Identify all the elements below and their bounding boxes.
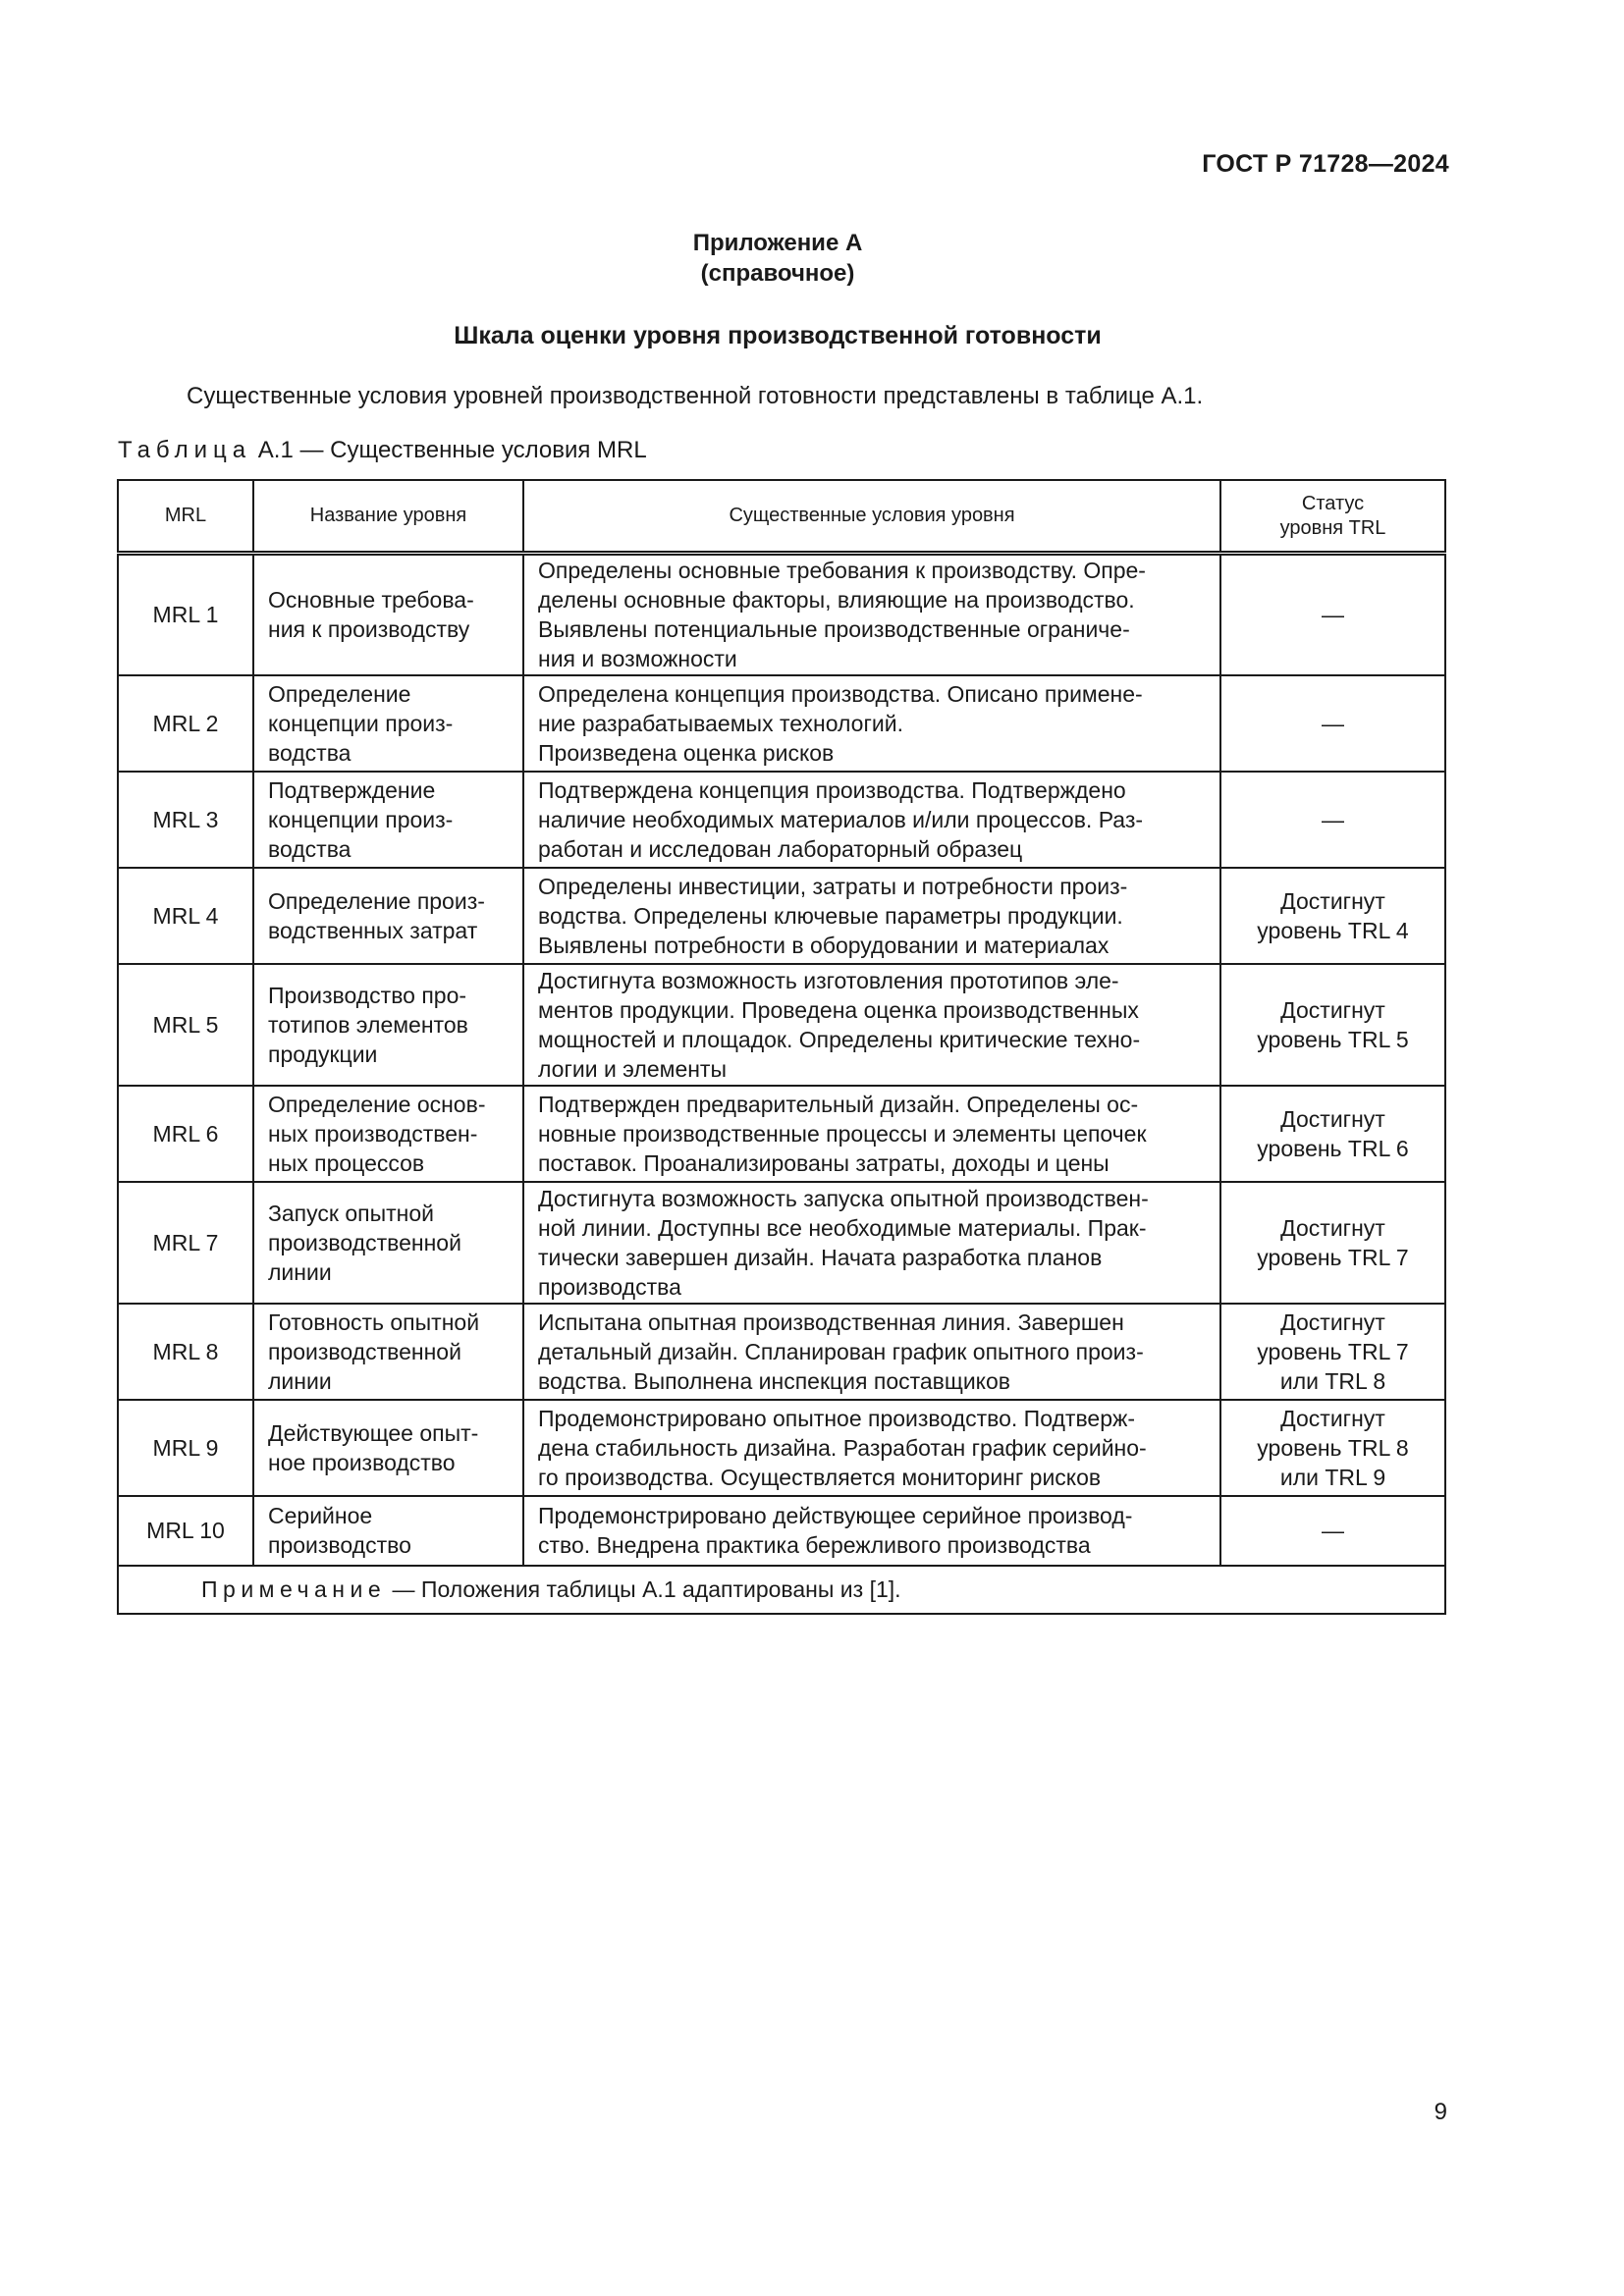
- cell-conditions-line: водства. Выполнена инспекция поставщиков: [538, 1367, 1011, 1394]
- cell-mrl-level: MRL 8: [118, 1304, 253, 1400]
- cell-conditions-line: Подтверждена концепция производства. Подтверждено: [538, 776, 1126, 803]
- cell-conditions-line: ной линии. Доступны все необходимые материалы. Прак-: [538, 1214, 1147, 1241]
- cell-level-name-line: линии: [268, 1258, 332, 1285]
- cell-conditions: [523, 868, 1220, 964]
- cell-conditions-line: Выявлены потребности в оборудовании и материалах: [538, 932, 1110, 958]
- table-caption-word: Таблица: [118, 437, 252, 463]
- table-row: [118, 1086, 1445, 1182]
- table-row: [118, 1304, 1445, 1400]
- cell-level-name-line: водства: [268, 835, 352, 862]
- cell-conditions: [523, 1496, 1220, 1566]
- table-header: [118, 480, 1445, 554]
- appendix-subtitle: (справочное): [700, 260, 855, 287]
- cell-level-name-line: ных процессов: [268, 1149, 425, 1176]
- cell-level-name-line: производство: [268, 1532, 411, 1558]
- cell-conditions-line: ния и возможности: [538, 646, 737, 672]
- cell-conditions-line: логии и элементы: [538, 1055, 727, 1082]
- cell-trl-status-line: —: [1322, 1518, 1344, 1543]
- mrl-table: [117, 479, 1446, 1615]
- cell-conditions-line: тически завершен дизайн. Начата разработка планов: [538, 1244, 1103, 1270]
- cell-conditions: [523, 964, 1220, 1086]
- cell-conditions-line: Определены инвестиции, затраты и потребности произ-: [538, 873, 1128, 899]
- section-title: Шкала оценки уровня производственной готовности: [454, 322, 1102, 349]
- cell-trl-status: [1220, 964, 1445, 1086]
- cell-level-name-line: Определение: [268, 680, 411, 707]
- cell-conditions-line: работан и исследован лабораторный образец: [538, 835, 1023, 862]
- table-header-row: [118, 480, 1445, 554]
- header-trl-status-line: уровня TRL: [1279, 516, 1386, 539]
- table-note-row: [118, 1566, 1445, 1614]
- cell-mrl-level: MRL 9: [118, 1400, 253, 1496]
- cell-trl-status-line: Достигнут: [1280, 996, 1385, 1023]
- table-note-text: — Положения таблицы А.1 адаптированы из [1].: [386, 1576, 901, 1602]
- cell-level-name: [253, 1496, 523, 1566]
- cell-mrl-level: MRL 1: [118, 554, 253, 675]
- document-code: ГОСТ Р 71728—2024: [1202, 150, 1449, 178]
- cell-trl-status-line: уровень TRL 4: [1257, 917, 1409, 943]
- header-conditions: Существенные условия уровня: [523, 480, 1220, 554]
- table-row: [118, 675, 1445, 772]
- cell-level-name-line: Определение основ-: [268, 1091, 486, 1117]
- cell-trl-status: [1220, 1496, 1445, 1566]
- cell-conditions-line: поставок. Проанализированы затраты, доходы и цены: [538, 1149, 1110, 1176]
- cell-conditions: [523, 554, 1220, 675]
- cell-level-name: [253, 1304, 523, 1400]
- cell-conditions: [523, 1182, 1220, 1304]
- cell-conditions-line: Определены основные требования к производству. Опре-: [538, 558, 1146, 584]
- cell-conditions-line: Продемонстрировано опытное производство. Подтверж-: [538, 1405, 1136, 1431]
- cell-mrl-level: MRL 4: [118, 868, 253, 964]
- cell-conditions-line: Выявлены потенциальные производственные ограниче-: [538, 616, 1130, 643]
- cell-mrl-level: MRL 3: [118, 772, 253, 868]
- cell-level-name-line: производственной: [268, 1338, 461, 1364]
- cell-trl-status: [1220, 868, 1445, 964]
- cell-level-name-line: ное производство: [268, 1449, 456, 1475]
- cell-conditions-line: мощностей и площадок. Определены критические техно-: [538, 1026, 1141, 1052]
- cell-conditions-line: Определена концепция производства. Описано примене-: [538, 680, 1143, 707]
- table-row: [118, 1182, 1445, 1304]
- table-caption-text: А.1 — Существенные условия MRL: [251, 437, 647, 463]
- cell-level-name-line: Серийное: [268, 1503, 373, 1528]
- cell-level-name-line: концепции произ-: [268, 710, 454, 736]
- cell-conditions-line: наличие необходимых материалов и/или процессов. Раз-: [538, 806, 1144, 832]
- header-trl-status: [1220, 480, 1445, 554]
- cell-level-name-line: Определение произ-: [268, 887, 485, 914]
- cell-level-name: [253, 772, 523, 868]
- cell-conditions: [523, 1304, 1220, 1400]
- cell-level-name-line: водства: [268, 739, 352, 766]
- appendix-title: Приложение А: [692, 230, 863, 256]
- cell-trl-status-line: —: [1322, 806, 1344, 832]
- cell-level-name: [253, 554, 523, 675]
- cell-conditions-line: Достигнута возможность запуска опытной производствен-: [538, 1185, 1149, 1211]
- table-row: [118, 868, 1445, 964]
- cell-trl-status: [1220, 1304, 1445, 1400]
- cell-level-name: [253, 1400, 523, 1496]
- header-level-name: Название уровня: [253, 480, 523, 554]
- cell-trl-status: [1220, 554, 1445, 675]
- cell-level-name-line: Запуск опытной: [268, 1200, 434, 1226]
- cell-level-name-line: Готовность опытной: [268, 1308, 480, 1335]
- cell-trl-status-line: или TRL 9: [1279, 1464, 1386, 1490]
- cell-trl-status-line: или TRL 8: [1279, 1367, 1386, 1394]
- cell-trl-status-line: уровень TRL 6: [1257, 1135, 1409, 1161]
- cell-level-name-line: тотипов элементов: [268, 1011, 468, 1038]
- cell-trl-status-line: —: [1322, 710, 1344, 736]
- cell-mrl-level: MRL 6: [118, 1086, 253, 1182]
- cell-conditions-line: водства. Определены ключевые параметры продукции.: [538, 902, 1123, 929]
- cell-trl-status: [1220, 1400, 1445, 1496]
- cell-trl-status-line: уровень TRL 7: [1257, 1338, 1409, 1364]
- intro-paragraph: Существенные условия уровней производственной готовности представлены в таблице А.1.: [187, 383, 1204, 409]
- cell-level-name-line: Производство про-: [268, 982, 467, 1008]
- cell-conditions-line: ство. Внедрена практика бережливого производства: [538, 1532, 1091, 1558]
- table-note-word: Примечание: [201, 1576, 387, 1602]
- cell-level-name-line: водственных затрат: [268, 917, 478, 943]
- cell-conditions-line: детальный дизайн. Спланирован график опытного произ-: [538, 1338, 1144, 1364]
- appendix-heading: [0, 228, 1555, 289]
- cell-level-name-line: производственной: [268, 1229, 461, 1255]
- cell-level-name: [253, 675, 523, 772]
- cell-trl-status-line: уровень TRL 7: [1257, 1244, 1409, 1270]
- table-row: [118, 1496, 1445, 1566]
- cell-trl-status-line: уровень TRL 8: [1257, 1434, 1409, 1461]
- header-trl-status-line: Статус: [1301, 492, 1365, 514]
- cell-level-name: [253, 1182, 523, 1304]
- cell-conditions-line: дена стабильность дизайна. Разработан график серийно-: [538, 1434, 1147, 1461]
- table-row: [118, 772, 1445, 868]
- cell-conditions-line: производства: [538, 1273, 681, 1300]
- cell-level-name-line: Основные требова-: [268, 587, 474, 614]
- cell-conditions-line: го производства. Осуществляется мониторинг рисков: [538, 1464, 1102, 1490]
- cell-trl-status-line: Достигнут: [1280, 1105, 1385, 1132]
- cell-level-name: [253, 1086, 523, 1182]
- cell-mrl-level: MRL 10: [118, 1496, 253, 1566]
- cell-trl-status: [1220, 675, 1445, 772]
- cell-conditions-line: Подтвержден предварительный дизайн. Определены ос-: [538, 1091, 1139, 1117]
- cell-conditions-line: Продемонстрировано действующее серийное производ-: [538, 1503, 1133, 1528]
- cell-conditions: [523, 1086, 1220, 1182]
- cell-conditions-line: ментов продукции. Проведена оценка производственных: [538, 996, 1139, 1023]
- cell-level-name-line: линии: [268, 1367, 332, 1394]
- cell-conditions-line: делены основные факторы, влияющие на производство.: [538, 587, 1135, 614]
- table-body: [118, 554, 1445, 1566]
- cell-trl-status-line: Достигнут: [1280, 887, 1385, 914]
- cell-level-name: [253, 868, 523, 964]
- cell-conditions: [523, 1400, 1220, 1496]
- cell-trl-status: [1220, 772, 1445, 868]
- cell-trl-status-line: —: [1322, 602, 1344, 628]
- cell-trl-status-line: уровень TRL 5: [1257, 1026, 1409, 1052]
- table-note: [118, 1566, 1445, 1614]
- cell-trl-status-line: Достигнут: [1280, 1214, 1385, 1241]
- cell-level-name-line: концепции произ-: [268, 806, 454, 832]
- cell-trl-status-line: Достигнут: [1280, 1308, 1385, 1335]
- cell-level-name-line: Действующее опыт-: [268, 1419, 479, 1446]
- cell-trl-status-line: Достигнут: [1280, 1405, 1385, 1431]
- table-caption: [118, 437, 647, 464]
- cell-mrl-level: MRL 2: [118, 675, 253, 772]
- cell-trl-status: [1220, 1182, 1445, 1304]
- cell-conditions-line: новные производственные процессы и элементы цепочек: [538, 1120, 1147, 1147]
- cell-level-name-line: ния к производству: [268, 616, 470, 643]
- cell-conditions-line: Испытана опытная производственная линия. Завершен: [538, 1308, 1124, 1335]
- table-row: [118, 964, 1445, 1086]
- header-mrl: MRL: [118, 480, 253, 554]
- page-number: 9: [1434, 2099, 1447, 2125]
- cell-conditions-line: ние разрабатываемых технологий.: [538, 710, 903, 736]
- cell-conditions: [523, 772, 1220, 868]
- cell-level-name: [253, 964, 523, 1086]
- cell-level-name-line: Подтверждение: [268, 776, 436, 803]
- cell-conditions: [523, 675, 1220, 772]
- cell-mrl-level: MRL 5: [118, 964, 253, 1086]
- cell-conditions-line: Достигнута возможность изготовления прототипов эле-: [538, 967, 1119, 993]
- table-row: [118, 554, 1445, 675]
- cell-level-name-line: ных производствен-: [268, 1120, 478, 1147]
- cell-mrl-level: MRL 7: [118, 1182, 253, 1304]
- table-row: [118, 1400, 1445, 1496]
- cell-conditions-line: Произведена оценка рисков: [538, 739, 835, 766]
- cell-level-name-line: продукции: [268, 1041, 378, 1067]
- cell-trl-status: [1220, 1086, 1445, 1182]
